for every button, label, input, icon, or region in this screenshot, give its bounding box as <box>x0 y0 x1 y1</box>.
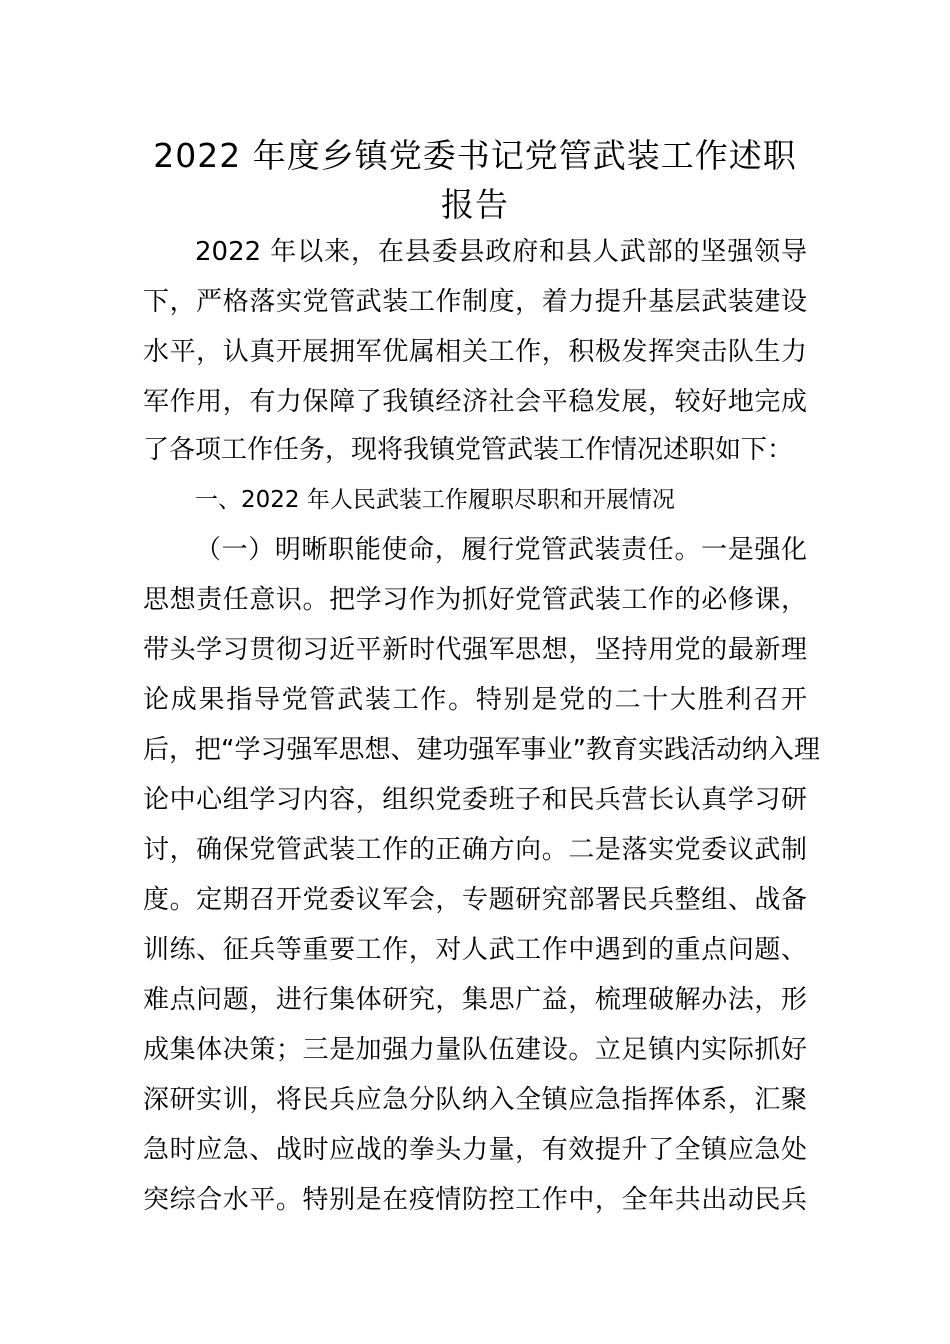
section1-line: 后，把“学习强军思想、建功强军事业”教育实践活动纳入理 <box>143 735 820 765</box>
section1-line: 度。定期召开党委议军会，专题研究部署民兵整组、战备 <box>143 885 807 915</box>
section1-line: 急时应急、战时应战的拳头力量，有效提升了全镇应急处 <box>143 1135 807 1165</box>
section1-line: 突综合水平。特别是在疫情防控工作中，全年共出动民兵 <box>143 1185 807 1215</box>
intro-line: 2022 年以来，在县委县政府和县人武部的坚强领导 <box>195 237 807 267</box>
section1-line: 论中心组学习内容，组织党委班子和民兵营长认真学习研 <box>143 785 807 815</box>
intro-line: 军作用，有力保障了我镇经济社会平稳发展，较好地完成 <box>143 387 807 417</box>
section1-line: （一）明晰职能使命，履行党管武装责任。一是强化 <box>195 535 807 565</box>
section1-line: 成集体决策；三是加强力量队伍建设。立足镇内实际抓好 <box>143 1035 807 1065</box>
section1-line: 训练、征兵等重要工作，对人武工作中遇到的重点问题、 <box>143 935 807 965</box>
document-title-line-2: 报告 <box>441 185 509 224</box>
intro-line: 了各项工作任务，现将我镇党管武装工作情况述职如下： <box>143 435 794 465</box>
section1-line: 带头学习贯彻习近平新时代强军思想，坚持用党的最新理 <box>143 635 807 665</box>
intro-line: 下，严格落实党管武装工作制度，着力提升基层武装建设 <box>143 287 807 317</box>
intro-line: 水平，认真开展拥军优属相关工作，积极发挥突击队生力 <box>143 337 807 367</box>
document-title-line-1: 2022 年度乡镇党委书记党管武装工作述职 <box>153 136 797 175</box>
section1-line: 难点问题，进行集体研究，集思广益，梳理破解办法，形 <box>143 985 807 1015</box>
section1-line: 论成果指导党管武装工作。特别是党的二十大胜利召开 <box>143 685 807 715</box>
section1-line: 讨，确保党管武装工作的正确方向。二是落实党委议武制 <box>143 835 807 865</box>
section1-line: 深研实训，将民兵应急分队纳入全镇应急指挥体系，汇聚 <box>143 1085 807 1115</box>
section-heading: 一、2022 年人民武装工作履职尽职和开展情况 <box>195 487 675 513</box>
section1-line: 思想责任意识。把学习作为抓好党管武装工作的必修课， <box>143 585 807 615</box>
